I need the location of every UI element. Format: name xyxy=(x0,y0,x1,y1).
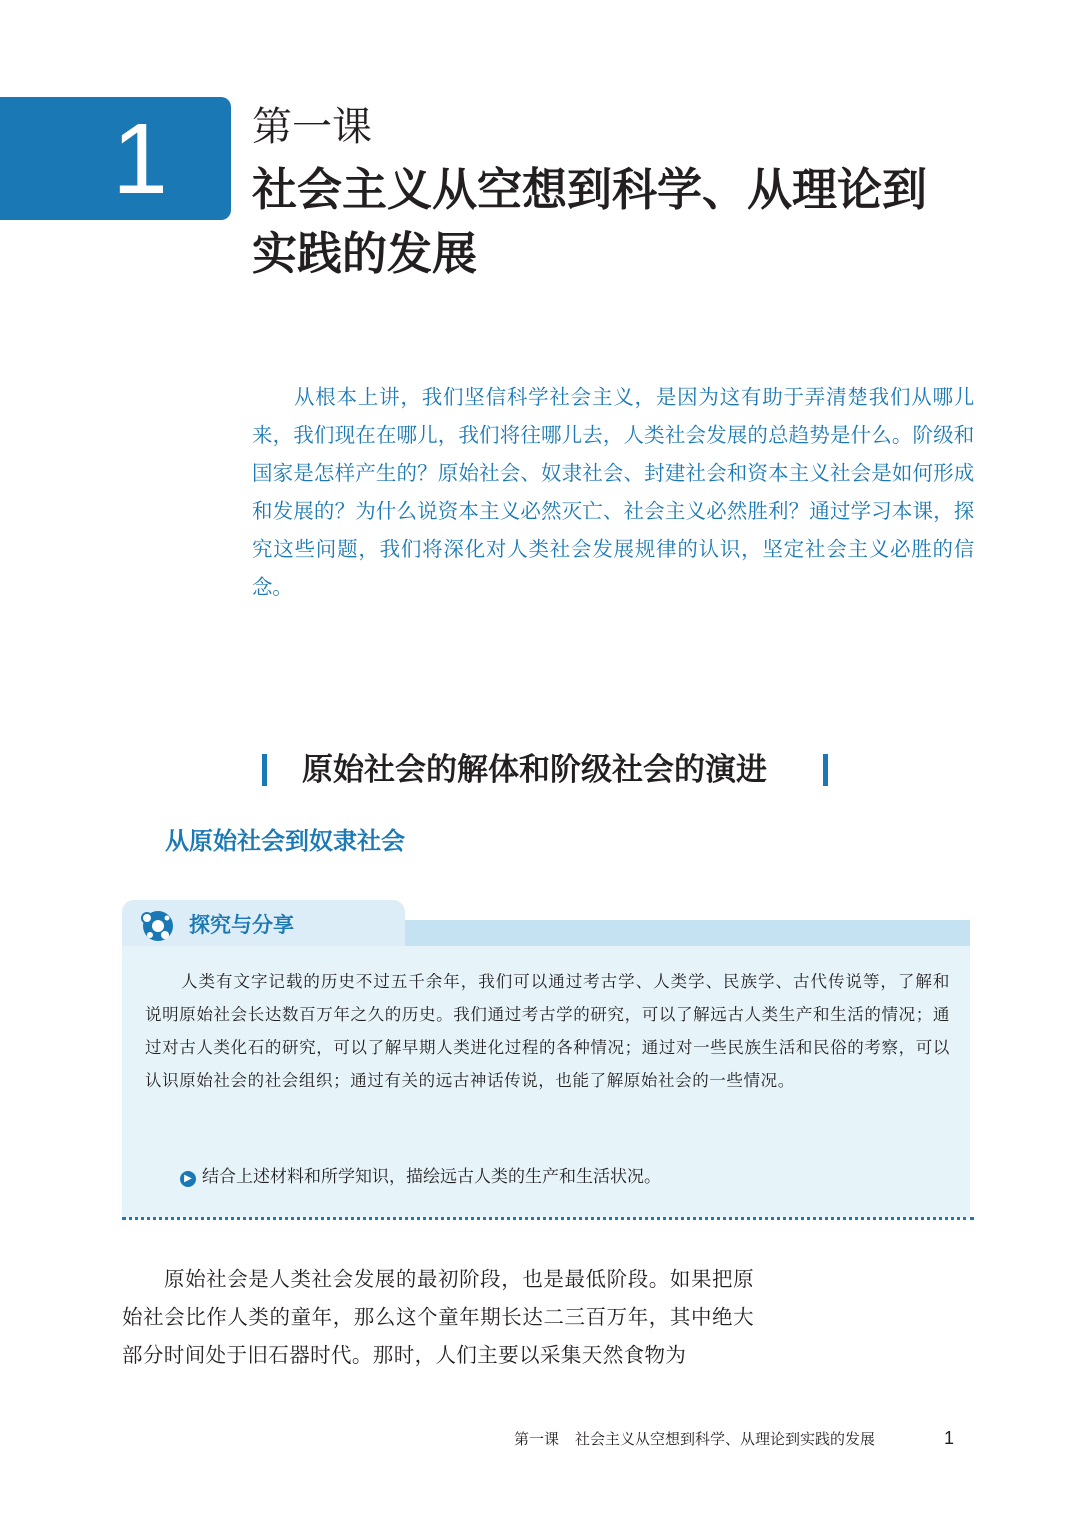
body-paragraph: 原始社会是人类社会发展的最初阶段，也是最低阶段。如果把原始社会比作人类的童年，那么这个童年期长达二三百万年，其中绝大部分时间处于旧石器时代。那时，人们主要以采集天然食物为 xyxy=(122,1267,754,1367)
lesson-number: 1 xyxy=(112,103,168,215)
inquiry-label: 探究与分享 xyxy=(189,913,294,937)
inquiry-task-text: 结合上述材料和所学知识，描绘远古人类的生产和生活状况。 xyxy=(202,1167,661,1187)
footer-title: 社会主义从空想到科学、从理论到实践的发展 xyxy=(575,1430,876,1448)
section-bar-left xyxy=(262,754,267,786)
arrow-right-icon: ▶ xyxy=(180,1171,196,1187)
section-bar-right xyxy=(823,754,828,786)
page-footer xyxy=(514,1428,875,1450)
dotted-divider xyxy=(122,1217,974,1220)
subsection-title: 从原始社会到奴隶社会 xyxy=(165,826,405,855)
section-title: 原始社会的解体和阶级社会的演进 xyxy=(302,752,767,788)
page-number: 1 xyxy=(944,1428,955,1448)
inquiry-text: 人类有文字记载的历史不过五千余年，我们可以通过考古学、人类学、民族学、古代传说等，了解和说明原始社会长达数百万年之久的历史。我们通过考古学的研究，可以了解远古人类生产和生活的情况；通过对古人类化石的研究，可以了解早期人类进化过程的各种情况；通过对一些民族生活和民俗的考察，可以认识原始社会的社会组织；通过有关的远古神话传说，也能了解原始社会的一些情况。 xyxy=(145,972,950,1090)
intro-paragraph: 从根本上讲，我们坚信科学社会主义，是因为这有助于弄清楚我们从哪儿来，我们现在在哪儿，我们将往哪儿去，人类社会发展的总趋势是什么。阶级和国家是怎样产生的？原始社会、奴隶社会、封建社会和资本主义社会是如何形成和发展的？为什么说资本主义必然灭亡、社会主义必然胜利？通过学习本课，探究这些问题，我们将深化对人类社会发展规律的认识，坚定社会主义必胜的信念。 xyxy=(252,385,974,599)
lesson-title: 社会主义从空想到科学、从理论到实践的发展 xyxy=(252,163,928,280)
gear-bubbles-icon xyxy=(138,906,176,944)
section-heading xyxy=(262,748,834,794)
lesson-label: 第一课 xyxy=(252,104,372,150)
footer-lesson: 第一课 xyxy=(514,1430,560,1448)
inquiry-task xyxy=(180,1162,661,1192)
